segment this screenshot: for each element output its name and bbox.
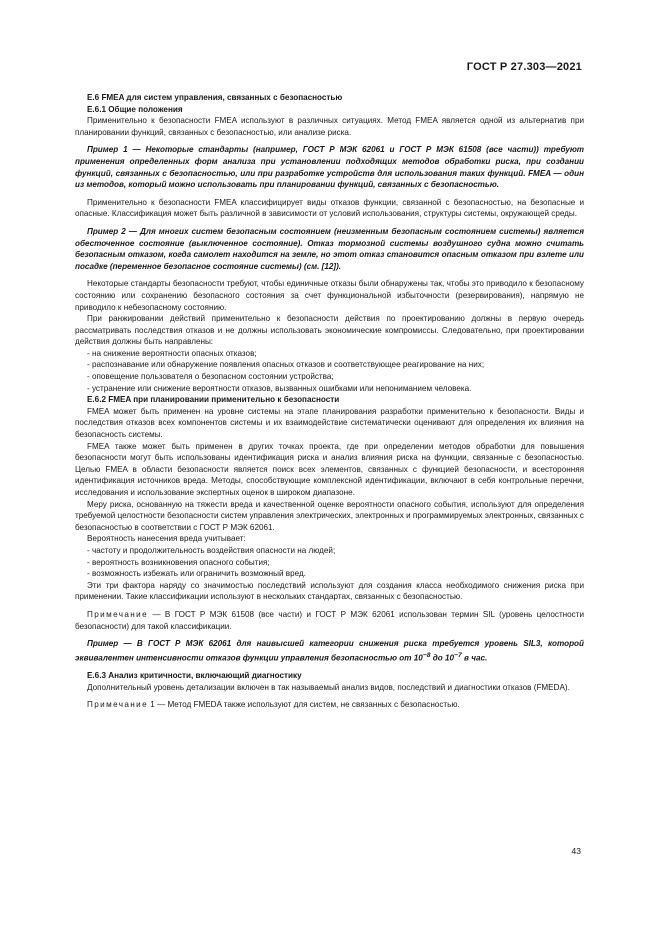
paragraph: Применительно к безопасности FMEA используют в различных ситуациях. Метод FMEA является одной из альтернатив при планировании функций, связанных с безопасностью, или анализе риска. [75,116,584,137]
list-item: - на снижение вероятности опасных отказов; [87,348,257,358]
paragraph: Применительно к безопасности FMEA классифицирует виды отказов функции, связанной с безопасностью, на безопасные и опасные. Классификация может быть различной в зависимости от условий использования, структуры системы, окружающей среды. [75,197,584,219]
page-number: 43 [571,846,581,856]
list-item: - вероятность возникновения опасного события; [87,557,270,567]
section-e6-heading: Е.6 FMEA для систем управления, связанных с безопасностью [87,93,343,102]
example-text: в час. [461,653,488,663]
paragraph: Дополнительный уровень детализации включен в так называемый анализ видов, последствий и диагностики отказов (FMEDA). [87,682,570,692]
paragraph: Некоторые стандарты безопасности требуют, чтобы единичные отказы были обнаружены так, чтобы это приводило к безопасному состоянию или сохранению безопасного состояния за счет функциональной избыточности (резервирования), напрямую не приводило к небезопасному состоянию. [75,279,584,312]
paragraph: При ранжировании действий применительно к безопасности действия по проектированию должны в первую очередь рассматривать последствия отказов и не должны использовать экономические компромиссы. Следовательно, при проектировании действия должны быть направлены: [75,314,584,347]
paragraph: Вероятность нанесения вреда учитывает: [87,534,246,544]
example-2: Пример 2 — Для многих систем безопасным состоянием (неизменным безопасным состоянием системы) является обесточенное состояние (выключенное состояние). Отказ тормозной системы воздушного судна можно считать безопасным отказом, когда самолет находится на земле, но этот отказ становится опасным отказом при взлете или посадке (переменное безопасное состояние системы) (см. [12]). [75,226,584,271]
paragraph: FMEA также может быть применен в других точках проекта, где при определении методов обработки для повышения безопасности могут быть использованы идентификация риска и анализ влияния риска на функции, связанные с безопасностью. Целью FMEA в области безопасности является поиск всех элементов, связанных с функцией безопасности, и всесторонняя идентификация источников вреда. Методы, способствующие комплексной идентификации, включают в себя контрольные перечни, исследования и использование экспертных оценок в широком диапазоне. [75,441,584,497]
list-item: - оповещение пользователя о безопасном состоянии устройства; [87,372,334,382]
example-text: до 10 [430,653,455,663]
example-1: Пример 1 — Некоторые стандарты (например, ГОСТ Р МЭК 62061 и ГОСТ Р МЭК 61508 (все части)) требуют применения определенных форм анализа при установлении подходящих методов обработки риска, при создании функций, связанных с безопасностью, или при разработке устройств для использования таких функций. FMEA — один из методов, который можно использовать при планировании функций, связанных с безопасностью. [75,145,584,190]
note-text: 1 — Метод FMEDA также используют для систем, не связанных с безопасностью. [148,700,460,710]
paragraph: FMEA может быть применен на уровне системы на этапе планирования разработки применительно к безопасности. Виды и последствия отказов всех компонентов системы и их взаимодействие систематически оценивают для определения их влияния на безопасность системы. [75,406,584,440]
list-item: - возможность избежать или ограничить возможный вред. [87,569,306,579]
note-2 [75,699,584,711]
list-item: - частоту и продолжительность воздействия опасности на людей; [87,545,336,555]
list-item: - распознавание или обнаружение появления опасных отказов и соответствующее реагирование на них; [87,360,485,370]
note-text: — В ГОСТ Р МЭК 61508 (все части) и ГОСТ Р МЭК 62061 использован термин SIL (уровень целостности безопасности) для такой классификации. [75,609,584,631]
list-item: - устранение или снижение вероятности отказов, вызванных ошибками или непониманием человека. [87,383,472,393]
exponent: −7 [454,651,462,659]
example-3 [75,638,584,664]
section-e63-heading: Е.6.3 Анализ критичности, включающий диагностику [87,671,302,681]
note-label: Примечание [87,700,149,710]
exponent: −8 [422,651,431,659]
note-label: Примечание [87,609,149,619]
paragraph: Меру риска, основанную на тяжести вреда и качественной оценке вероятности опасного события, используют для определения требуемой целостности безопасности систем управления электрических, электронных и программируемых электронных, связанных с безопасностью в соответствии с ГОСТ Р МЭК 62061. [75,499,584,532]
note-1 [75,609,584,632]
section-e62-heading: Е.6.2 FMEA при планировании применительно к безопасности [87,395,340,405]
section-e61-heading: Е.6.1 Общие положения [87,104,183,114]
paragraph: Эти три фактора наряду со значимостью последствий используют для создания класса необходимого снижения риска при применении. Такие классификации используют в нескольких стандартах, связанных с безопасностью. [75,580,584,602]
document-code: ГОСТ Р 27.303—2021 [466,61,582,73]
page-content [75,92,584,711]
example-text: Пример — В ГОСТ Р МЭК 62061 для наивысшей категории снижения риска требуется уровень SIL3, которой эквивалентен интенсивности отказов функции управления безопасностью от 10 [75,639,584,663]
